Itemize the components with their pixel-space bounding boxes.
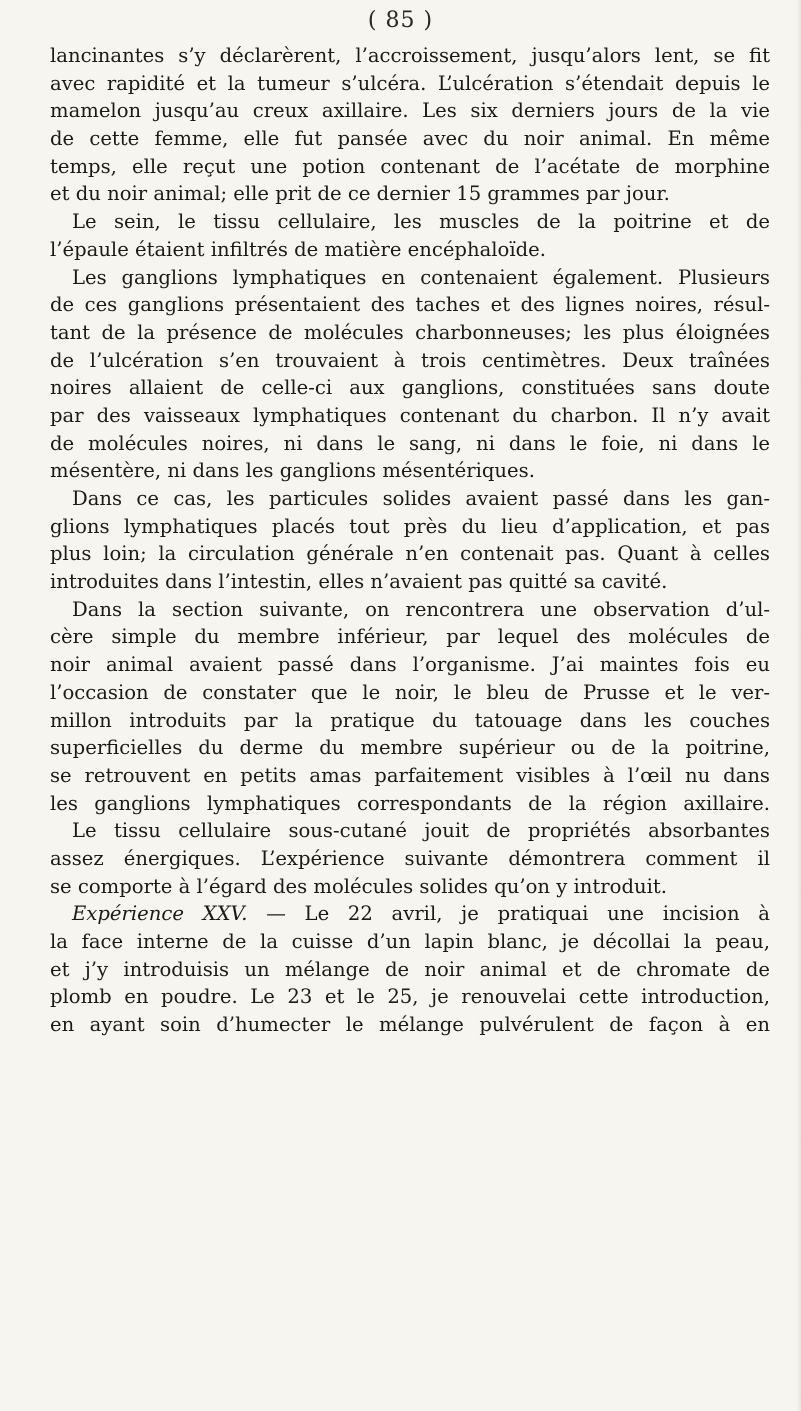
text-line: et j’y introduisis un mélange de noir animal et de chromate de: [50, 957, 770, 981]
text-line: Le sein, le tissu cellulaire, les muscles de la poitrine et de: [72, 210, 770, 234]
text-line: glions lymphatiques placés tout près du lieu d’application, et pas: [50, 514, 770, 538]
text-line: temps, elle reçut une potion contenant de l’acétate de morphine: [50, 154, 770, 178]
text-line: tant de la présence de molécules charbonneuses; les plus éloignées: [50, 320, 770, 344]
text-line: assez énergiques. L’expérience suivante démontrera comment il: [50, 846, 770, 870]
text-line: se retrouvent en petits amas parfaitement visibles à l’œil nu dans: [50, 763, 770, 787]
text-line: noires allaient de celle-ci aux ganglions, constituées sans doute: [50, 376, 770, 400]
text-line: millon introduits par la pratique du tatouage dans les couches: [50, 708, 770, 732]
text-line: Dans la section suivante, on rencontrera une observation d’ul-: [72, 597, 770, 621]
text-line: superficielles du derme du membre supérieur ou de la poitrine,: [50, 736, 770, 760]
page-edge: [797, 0, 801, 1411]
text-line: de l’ulcération s’en trouvaient à trois centimètres. Deux traînées: [50, 348, 770, 372]
text-line: mamelon jusqu’au creux axillaire. Les six derniers jours de la vie: [50, 99, 770, 123]
text-line: Les ganglions lymphatiques en contenaient également. Plusieurs: [72, 265, 770, 289]
text-line: Dans ce cas, les particules solides avaient passé dans les gan-: [72, 487, 770, 510]
experience-heading: Expérience XXV.: [72, 902, 248, 926]
text-line: avec rapidité et la tumeur s’ulcéra. L’ulcération s’étendait depuis le: [50, 71, 770, 95]
text-line: noir animal avaient passé dans l’organisme. J’ai maintes fois eu: [50, 653, 770, 677]
text-line: Le tissu cellulaire sous-cutané jouit de propriétés absorbantes: [72, 819, 770, 843]
text-line: introduites dans l’intestin, elles n’avaient pas quitté sa cavité.: [50, 570, 668, 594]
page-number: ( 85 ): [367, 8, 434, 33]
text-line: par des vaisseaux lymphatiques contenant du charbon. Il n’y avait: [50, 403, 770, 427]
text-line: et du noir animal; elle prit de ce dernier 15 grammes par jour.: [50, 182, 670, 206]
text-line: en ayant soin d’humecter le mélange pulvérulent de façon à en: [50, 1013, 770, 1037]
text-line: cère simple du membre inférieur, par lequel des molécules de: [50, 625, 770, 649]
text-line: lancinantes s’y déclarèrent, l’accroissement, jusqu’alors lent, se fit: [50, 44, 770, 67]
experience-line-text: — Le 22 avril, je pratiquai une incision à: [266, 902, 770, 926]
text-line: de molécules noires, ni dans le sang, ni dans le foie, ni dans le: [50, 431, 770, 455]
text-line: plus loin; la circulation générale n’en contenait pas. Quant à celles: [50, 542, 770, 566]
text-line: se comporte à l’égard des molécules solides qu’on y introduit.: [50, 874, 667, 898]
text-line: les ganglions lymphatiques correspondants de la région axillaire.: [50, 791, 770, 815]
text-line: mésentère, ni dans les ganglions mésentériques.: [50, 459, 535, 483]
text-line: de ces ganglions présentaient des taches et des lignes noires, résul-: [50, 293, 770, 317]
text-line: l’épaule étaient infiltrés de matière encéphaloïde.: [50, 237, 546, 261]
experience-line: [50, 900, 770, 928]
text-line: la face interne de la cuisse d’un lapin blanc, je décollai la peau,: [50, 930, 770, 953]
body-text: [50, 42, 770, 1039]
text-line: de cette femme, elle fut pansée avec du noir animal. En même: [50, 127, 770, 151]
text-line: plomb en poudre. Le 23 et le 25, je renouvelai cette introduction,: [50, 985, 770, 1009]
text-line: l’occasion de constater que le noir, le bleu de Prusse et le ver-: [50, 680, 770, 704]
